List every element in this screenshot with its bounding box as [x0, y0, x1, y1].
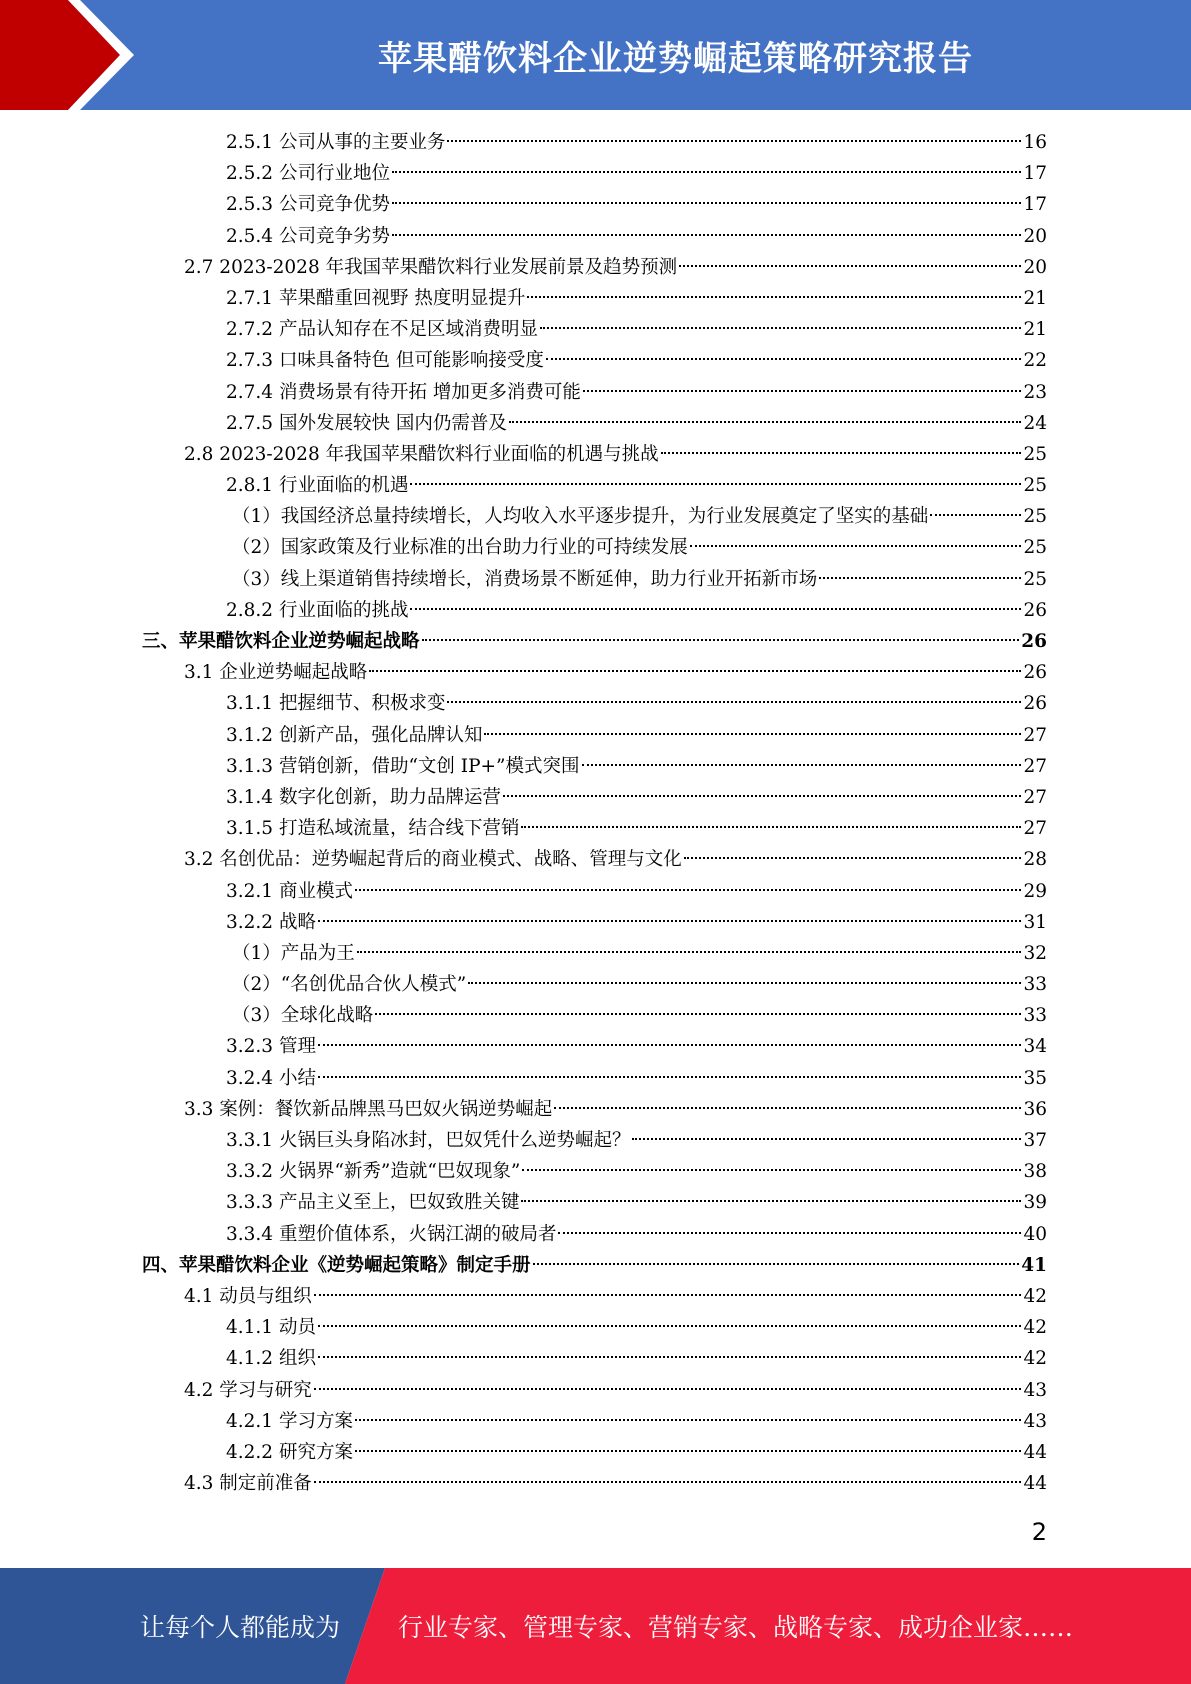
toc-entry-page: 25	[1023, 506, 1047, 528]
toc-entry[interactable]	[0, 127, 1191, 158]
toc-entry[interactable]	[0, 345, 1191, 376]
toc-entry[interactable]	[0, 907, 1191, 938]
toc-entry-title: 3.1.3 营销创新，借助“文创 IP+”模式突围	[226, 755, 580, 777]
toc-dot-leader	[546, 358, 1022, 360]
toc-entry-title: 3.3.4 重塑价值体系，火锅江湖的破局者	[226, 1223, 557, 1245]
toc-dot-leader	[583, 390, 1022, 392]
toc-dot-leader	[930, 514, 1021, 516]
toc-entry[interactable]	[0, 1468, 1191, 1499]
toc-entry-page: 27	[1023, 818, 1047, 840]
toc-entry-title: 4.1 动员与组织	[184, 1285, 312, 1307]
toc-dot-leader	[369, 670, 1021, 672]
toc-entry-title: 3.2.4 小结	[226, 1067, 316, 1089]
toc-entry-title: 3.1.5 打造私域流量，结合线下营销	[226, 818, 520, 840]
toc-entry-page: 40	[1023, 1223, 1047, 1245]
toc-dot-leader	[314, 1294, 1022, 1296]
toc-dot-leader	[375, 1013, 1021, 1015]
toc-dot-leader	[558, 1232, 1021, 1234]
toc-dot-leader	[521, 826, 1021, 828]
toc-entry-page: 38	[1023, 1161, 1047, 1183]
toc-entry-title: 2.5.3 公司竞争优势	[226, 194, 390, 216]
toc-entry[interactable]	[0, 532, 1191, 563]
toc-entry-page: 26	[1021, 631, 1047, 652]
toc-entry-page: 27	[1023, 724, 1047, 746]
toc-entry[interactable]	[0, 969, 1191, 1000]
toc-entry[interactable]	[0, 158, 1191, 189]
toc-entry-title: 2.5.4 公司竞争劣势	[226, 225, 390, 247]
toc-entry-page: 34	[1023, 1036, 1047, 1058]
toc-entry-title: 2.7.4 消费场景有待开拓 增加更多消费可能	[226, 381, 581, 403]
page-number: 2	[1031, 1518, 1047, 1546]
toc-entry[interactable]	[0, 813, 1191, 844]
toc-dot-leader	[318, 1356, 1022, 1358]
toc-dot-leader	[355, 889, 1022, 891]
toc-dot-leader	[468, 982, 1021, 984]
toc-entry[interactable]	[0, 1187, 1191, 1218]
toc-entry-page: 17	[1023, 163, 1047, 185]
toc-dot-leader	[679, 265, 1021, 267]
toc-dot-leader	[314, 1481, 1022, 1483]
toc-entry-title: 2.7.5 国外发展较快 国内仍需普及	[226, 412, 507, 434]
toc-entry[interactable]	[0, 595, 1191, 626]
page-footer	[0, 1568, 1191, 1684]
toc-entry-page: 22	[1023, 350, 1047, 372]
toc-dot-leader	[684, 857, 1022, 859]
toc-entry-page: 23	[1023, 381, 1047, 403]
toc-entry-title: 4.1.2 组织	[226, 1348, 316, 1370]
toc-entry[interactable]	[0, 283, 1191, 314]
toc-dot-leader	[355, 1450, 1022, 1452]
toc-entry[interactable]	[0, 844, 1191, 875]
toc-entry[interactable]	[0, 564, 1191, 595]
toc-entry-title: 3.2.2 战略	[226, 911, 316, 933]
toc-dot-leader	[392, 234, 1021, 236]
footer-slogan-right: 行业专家、管理专家、营销专家、战略专家、成功企业家……	[398, 1613, 1074, 1642]
toc-entry-title: 4.2 学习与研究	[184, 1379, 312, 1401]
toc-dot-leader	[355, 1419, 1022, 1421]
toc-entry-page: 31	[1023, 911, 1047, 933]
toc-dot-leader	[819, 577, 1021, 579]
toc-entry-title: 4.2.1 学习方案	[226, 1410, 353, 1432]
toc-entry-title: 四、苹果醋饮料企业《逆势崛起策略》制定手册	[142, 1254, 531, 1276]
toc-dot-leader	[392, 202, 1021, 204]
toc-entry-page: 24	[1023, 412, 1047, 434]
toc-entry[interactable]	[0, 1125, 1191, 1156]
toc-entry[interactable]	[0, 1250, 1191, 1281]
toc-dot-leader	[690, 545, 1022, 547]
toc-entry[interactable]	[0, 470, 1191, 501]
toc-entry-title: 4.2.2 研究方案	[226, 1441, 353, 1463]
toc-entry-title: 3.3.3 产品主义至上，巴奴致胜关键	[226, 1192, 520, 1214]
toc-dot-leader	[447, 701, 1021, 703]
toc-entry-title: 3.3 案例：餐饮新品牌黑马巴奴火锅逆势崛起	[184, 1098, 553, 1120]
toc-entry-page: 16	[1023, 132, 1047, 153]
toc-entry-title: （1）我国经济总量持续增长，人均收入水平逐步提升，为行业发展奠定了坚实的基础	[232, 506, 929, 528]
toc-dot-leader	[447, 140, 1021, 142]
toc-dot-leader	[318, 1325, 1022, 1327]
toc-entry-title: 三、苹果醋饮料企业逆势崛起战略	[142, 631, 420, 652]
toc-entry-title: （3）全球化战略	[232, 1005, 374, 1027]
toc-entry[interactable]	[0, 751, 1191, 782]
toc-entry[interactable]	[0, 439, 1191, 470]
toc-dot-leader	[522, 1169, 1021, 1171]
toc-entry-title: 2.8.1 行业面临的机遇	[226, 475, 409, 497]
toc-entry[interactable]	[0, 1281, 1191, 1312]
toc-entry[interactable]	[0, 314, 1191, 345]
toc-dot-leader	[484, 733, 1021, 735]
toc-entry-title: 3.1.2 创新产品，强化品牌认知	[226, 724, 483, 746]
toc-entry-title: （1）产品为王	[232, 942, 355, 964]
toc-entry-title: 3.1.4 数字化创新，助力品牌运营	[226, 786, 501, 808]
toc-entry-page: 29	[1023, 880, 1047, 902]
toc-entry-title: 2.7.3 口味具备特色 但可能影响接受度	[226, 350, 544, 372]
toc-entry[interactable]	[0, 1000, 1191, 1031]
toc-entry-title: 3.3.1 火锅巨头身陷冰封，巴奴凭什么逆势崛起？	[226, 1130, 631, 1151]
toc-dot-leader	[509, 421, 1022, 423]
toc-entry-page: 20	[1023, 225, 1047, 247]
toc-entry[interactable]	[0, 626, 1191, 657]
toc-dot-leader	[318, 1076, 1022, 1078]
toc-entry-page: 21	[1023, 319, 1047, 341]
toc-entry-title: （2）“名创优品合伙人模式”	[232, 974, 467, 996]
toc-entry-page: 35	[1023, 1067, 1047, 1089]
toc-entry-page: 42	[1023, 1348, 1047, 1370]
toc-entry-title: 4.3 制定前准备	[184, 1473, 312, 1495]
toc-dot-leader	[503, 795, 1021, 797]
toc-entry-page: 26	[1023, 693, 1047, 715]
toc-entry-page: 44	[1023, 1441, 1047, 1463]
toc-entry[interactable]	[0, 189, 1191, 220]
toc-entry-title: 3.2 名创优品：逆势崛起背后的商业模式、战略、管理与文化	[184, 849, 682, 871]
toc-entry[interactable]	[0, 657, 1191, 688]
toc-entry[interactable]	[0, 876, 1191, 907]
toc-entry-page: 43	[1023, 1379, 1047, 1401]
toc-entry-page: 36	[1023, 1098, 1047, 1120]
toc-dot-leader	[410, 608, 1021, 610]
toc-entry-page: 28	[1023, 849, 1047, 871]
toc-entry-page: 43	[1023, 1410, 1047, 1432]
toc-entry-title: 3.3.2 火锅界“新秀”造就“巴奴现象”	[226, 1161, 521, 1183]
toc-entry[interactable]	[0, 252, 1191, 283]
toc-dot-leader	[521, 1200, 1021, 1202]
toc-entry-title: 2.8 2023-2028 年我国苹果醋饮料行业面临的机遇与挑战	[184, 443, 659, 465]
toc-dot-leader	[314, 1388, 1022, 1390]
toc-entry[interactable]	[0, 1031, 1191, 1062]
report-title: 苹果醋饮料企业逆势崛起策略研究报告	[378, 38, 973, 79]
toc-entry-page: 25	[1023, 443, 1047, 465]
toc-entry-page: 20	[1023, 256, 1047, 278]
toc-entry[interactable]	[0, 1156, 1191, 1187]
toc-entry-title: 3.1 企业逆势崛起战略	[184, 662, 368, 684]
toc-dot-leader	[540, 327, 1021, 329]
toc-entry-page: 21	[1023, 287, 1047, 309]
toc-entry-title: 3.1.1 把握细节、积极求变	[226, 693, 446, 715]
toc-entry-title: 2.8.2 行业面临的挑战	[226, 599, 409, 621]
toc-entry-page: 25	[1023, 475, 1047, 497]
toc-entry-page: 44	[1023, 1473, 1047, 1495]
toc-entry-page: 25	[1023, 568, 1047, 590]
toc-entry-title: （2）国家政策及行业标准的出台助力行业的可持续发展	[232, 537, 688, 559]
toc-dot-leader	[422, 639, 1020, 641]
toc-entry-page: 17	[1023, 194, 1047, 216]
toc-dot-leader	[533, 1263, 1020, 1265]
toc-entry[interactable]	[0, 1312, 1191, 1343]
toc-entry-page: 27	[1023, 786, 1047, 808]
toc-entry-page: 39	[1023, 1192, 1047, 1214]
toc-entry-page: 37	[1023, 1130, 1047, 1151]
toc-entry[interactable]	[0, 377, 1191, 408]
toc-entry[interactable]	[0, 688, 1191, 719]
toc-entry-page: 42	[1023, 1285, 1047, 1307]
toc-entry-page: 27	[1023, 755, 1047, 777]
toc-entry[interactable]	[0, 1063, 1191, 1094]
toc-entry-page: 25	[1023, 537, 1047, 559]
toc-dot-leader	[582, 764, 1022, 766]
header-arrow-decoration	[0, 0, 160, 110]
toc-entry-page: 42	[1023, 1317, 1047, 1339]
toc-entry[interactable]	[0, 1219, 1191, 1250]
toc-entry[interactable]	[0, 1437, 1191, 1468]
toc-entry[interactable]	[0, 1343, 1191, 1374]
toc-entry[interactable]	[0, 1375, 1191, 1406]
footer-slogan-left: 让每个人都能成为	[140, 1613, 341, 1642]
toc-entry-page: 26	[1023, 599, 1047, 621]
toc-dot-leader	[661, 452, 1022, 454]
toc-entry[interactable]	[0, 501, 1191, 532]
toc-entry[interactable]	[0, 938, 1191, 969]
page-header	[0, 0, 1191, 110]
toc-entry[interactable]	[0, 720, 1191, 751]
toc-dot-leader	[632, 1138, 1021, 1140]
toc-entry-page: 32	[1023, 942, 1047, 964]
toc-entry-title: 3.2.3 管理	[226, 1036, 316, 1058]
toc-entry-title: 2.7.2 产品认知存在不足区域消费明显	[226, 319, 538, 341]
toc-entry[interactable]	[0, 1406, 1191, 1437]
toc-dot-leader	[318, 920, 1022, 922]
toc-entry[interactable]	[0, 408, 1191, 439]
table-of-contents	[0, 127, 1191, 1499]
toc-entry-title: 2.7.1 苹果醋重回视野 热度明显提升	[226, 287, 526, 309]
toc-entry-title: 2.7 2023-2028 年我国苹果醋饮料行业发展前景及趋势预测	[184, 256, 678, 278]
toc-entry-page: 41	[1021, 1254, 1047, 1276]
toc-dot-leader	[357, 951, 1022, 953]
toc-entry-page: 33	[1023, 974, 1047, 996]
toc-dot-leader	[392, 171, 1021, 173]
toc-entry-title: 2.5.2 公司行业地位	[226, 163, 390, 185]
toc-entry-page: 26	[1023, 662, 1047, 684]
toc-entry-page: 33	[1023, 1005, 1047, 1027]
toc-dot-leader	[410, 483, 1021, 485]
toc-entry[interactable]	[0, 221, 1191, 252]
toc-entry[interactable]	[0, 782, 1191, 813]
toc-dot-leader	[527, 296, 1021, 298]
toc-entry-title: 2.5.1 公司从事的主要业务	[226, 132, 446, 153]
toc-entry-title: 4.1.1 动员	[226, 1317, 316, 1339]
toc-entry[interactable]	[0, 1094, 1191, 1125]
toc-entry-title: （3）线上渠道销售持续增长，消费场景不断延伸，助力行业开拓新市场	[232, 568, 818, 590]
toc-dot-leader	[554, 1107, 1021, 1109]
toc-entry-title: 3.2.1 商业模式	[226, 880, 353, 902]
toc-dot-leader	[318, 1044, 1022, 1046]
